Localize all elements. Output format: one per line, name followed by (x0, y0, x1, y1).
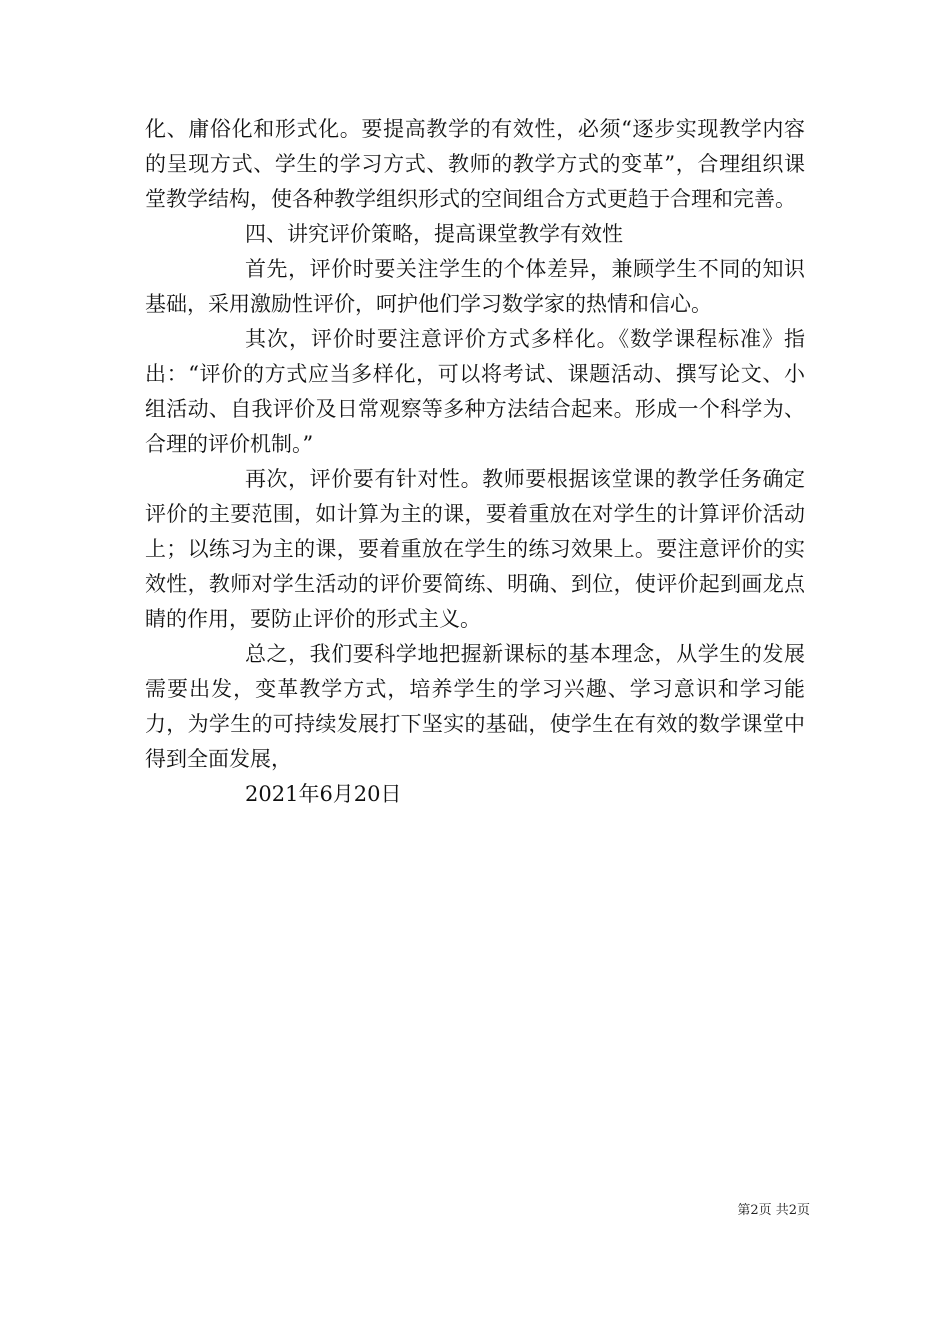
page-footer: 第2页 共2页 (737, 1203, 810, 1218)
document-date: 2021年6月20日 (245, 782, 402, 806)
paragraph-second: 其次，评价时要注意评价方式多样化。《数学课程标准》指出：“评价的方式应当多样化，可以将考试、课题活动、撰写论文、小组活动、自我评价及日常观察等多种方法结合起来。形成一个科学为、合理的评价机制。” (145, 327, 805, 456)
paragraph-first: 首先，评价时要关注学生的个体差异，兼顾学生不同的知识基础，采用激励性评价，呵护他们学习数学家的热情和信心。 (145, 257, 805, 316)
section-heading: 四、讲究评价策略，提高课堂教学有效性 (245, 222, 623, 246)
document-body (145, 112, 805, 812)
paragraph-continuation: 化、庸俗化和形式化。要提高教学的有效性，必须“逐步实现教学内容的呈现方式、学生的学习方式、教师的教学方式的变革”，合理组织课堂教学结构，使各种教学组织形式的空间组合方式更趋于合理和完善。 (145, 117, 805, 211)
paragraph-third: 再次，评价要有针对性。教师要根据该堂课的教学任务确定评价的主要范围，如计算为主的课，要着重放在对学生的计算评价活动上；以练习为主的课，要着重放在学生的练习效果上。要注意评价的实效性，教师对学生活动的评价要简练、明确、到位，使评价起到画龙点睛的作用，要防止评价的形式主义。 (145, 467, 805, 631)
paragraph-conclusion: 总之，我们要科学地把握新课标的基本理念，从学生的发展需要出发，变革教学方式，培养学生的学习兴趣、学习意识和学习能力，为学生的可持续发展打下坚实的基础，使学生在有效的数学课堂中得到全面发展， (145, 642, 805, 771)
